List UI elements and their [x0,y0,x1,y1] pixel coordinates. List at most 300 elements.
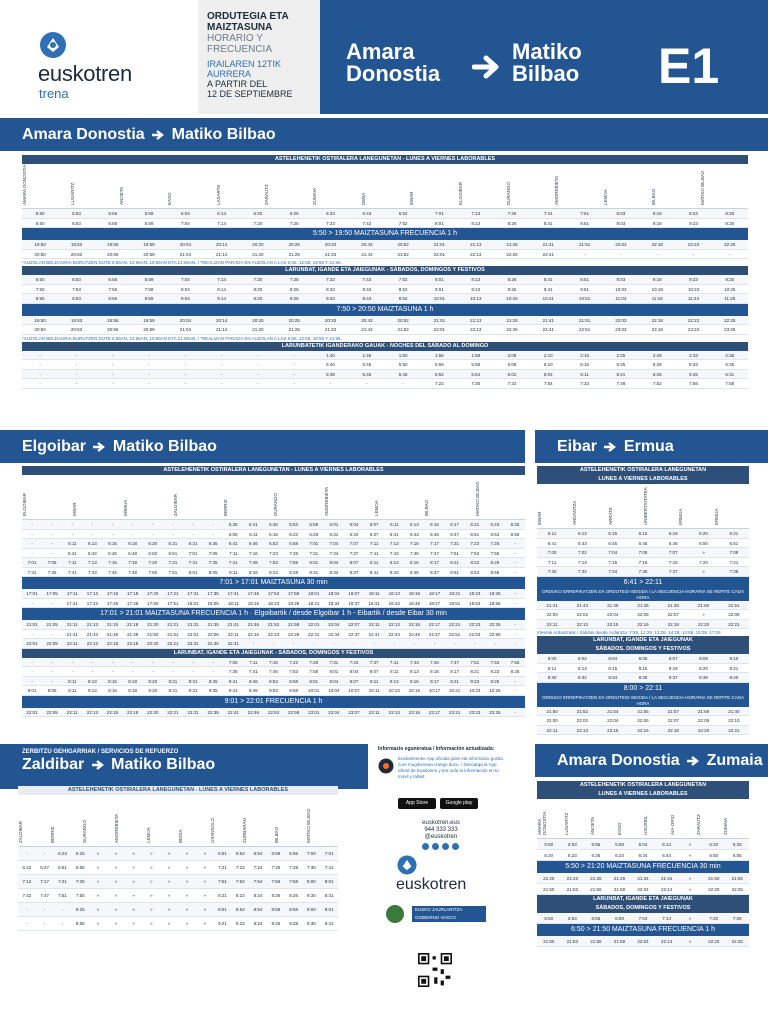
station-name: ZALDIBAR [18,820,23,843]
time-row [22,630,525,640]
rows-a [537,529,749,577]
time-cell: 7:47 [40,893,50,898]
time-cell: » [203,851,206,856]
time-cell: 7:35 [228,669,238,674]
time-cell: - [51,600,53,606]
time-cell: 21:53 [566,887,578,892]
time-cell: 20:52 [397,317,409,323]
website[interactable]: euskotren.eus [422,820,460,826]
station-name: USANSOLO [210,817,215,843]
time-cell: 8:30 [547,675,557,680]
time-cell: 7:01 [27,560,37,565]
google-play-button[interactable]: Google play [440,798,478,809]
time-cell: - [91,531,94,537]
time-cell: 5:50 [398,362,408,367]
time-cell: 20:59 [143,327,155,332]
time-cell: 6:51 [470,531,480,537]
time-cell: 8:53 [470,569,480,575]
time-cell: » [688,853,692,858]
time-cell: 21:50 [697,602,710,608]
time-cell: 8:20 [699,665,708,671]
time-cell: - [131,531,134,537]
time-cell: 21:56 [590,939,602,944]
time-cell: 6:51 [58,865,67,870]
time-row [22,686,525,696]
time-cell: 19:56 [107,242,119,247]
time-cell: 20:59 [143,251,155,257]
time-cell: » [702,569,705,574]
time-cell: - [31,522,33,527]
time-cell: 22:13 [470,327,482,332]
time-cell: 1:40 [326,352,335,358]
time-cell: 8:58 [289,907,298,912]
station-name: ZALDIBAR [172,493,178,516]
time-cell: - [514,550,516,556]
time-row [537,654,749,664]
time-cell: 7:32 [578,569,587,574]
time-cell: 23:21 [449,709,461,715]
time-cell: 6:43 [88,550,97,556]
time-cell: » [167,865,171,870]
time-cell: 18:37 [348,600,360,606]
time-cell: 7:20 [253,220,263,226]
time-cell: » [185,851,189,856]
time-cell: - [494,641,496,646]
time-cell: 18:51 [449,600,461,606]
time-cell: 21:45 [106,631,119,637]
time-cell: 7:28 [309,659,319,665]
time-cell: 8:17 [450,669,460,674]
time-cell: - [131,522,134,527]
time-cell: 6:46 [638,540,648,546]
time-cell: - [31,550,33,556]
time-cell: 6:48 [668,540,678,546]
bar-l1: LARUNBAT, IGANDE ETA JAIEGUNAK [593,896,693,902]
time-cell: 6:31 [329,531,339,537]
time-cell: - [257,371,259,377]
time-cell: » [114,851,118,856]
time-cell: 22:21 [728,621,740,627]
weekday-bar: ASTELEHENETIK OSTIRALERA LANEGUNETAN - LUNES A VIERNES LABORABLES [22,466,525,475]
time-cell: 6:20 [544,853,554,858]
time-cell: 6:59 [144,220,154,226]
time-cell: 8:26 [271,893,281,898]
time-cell: » [167,893,171,898]
time-cell: 21:45 [607,602,619,608]
time-cell: 7:53 [289,669,299,674]
time-cell: 7:31 [27,569,37,575]
time-cell: 22:43 [388,631,400,637]
time-row [22,316,748,326]
time-cell: 5:56 [591,842,601,847]
time-cell: 20:50 [34,251,46,257]
time-cell: » [167,907,171,912]
time-cell: 6:21 [729,531,739,536]
frequency-bar-weekend: 6:50 > 21:50 MAIZTASUNA FRECUENCIA 1 h [537,924,749,936]
time-cell: 8:23 [470,560,480,565]
time-cell: 20:52 [397,242,409,247]
facebook-icon[interactable] [422,843,429,850]
time-row [537,884,749,895]
station-name: DEBA [360,192,366,205]
time-cell: 22:01 [26,709,38,715]
time-cell: 18:01 [308,591,320,596]
time-cell: 7:55 [510,659,520,665]
time-cell: 21:13 [86,622,99,627]
time-cell: 7:01 [324,851,334,856]
time-cell: 6:15 [580,362,589,367]
time-cell: 9:23 [689,277,698,282]
time-cell: 8:56 [108,296,118,301]
time-cell: 8:01 [188,569,198,575]
time-cell: 22:01 [187,631,199,637]
time-cell: 5:35 [228,522,238,527]
time-cell: - [220,362,223,367]
time-cell: 18:41 [368,600,380,606]
time-cell: 7:21 [58,879,67,884]
time-cell: 8:46 [249,678,258,684]
time-cell: 23:25 [724,327,736,332]
time-cell: 22:31 [187,641,199,646]
station-name: ANOETA [118,186,124,205]
time-cell: - [152,531,154,537]
time-row [537,707,749,717]
time-cell: - [192,659,194,665]
time-cell: 22:21 [728,727,740,733]
station-name: DURANGO [82,819,87,843]
time-cell: - [184,371,187,377]
info-line-1: ORDUTEGIA ETA [207,11,289,22]
time-cell: - [111,381,114,386]
time-cell: 7:47 [450,659,460,665]
time-cell: 22:20 [708,887,720,892]
time-cell: 9:23 [235,921,245,926]
time-cell: 7:04 [180,220,190,226]
time-cell: 6:51 [218,851,227,856]
time-cell: 8:31 [188,678,198,684]
time-cell: 21:52 [397,327,409,332]
time-row [22,639,525,649]
time-row [22,589,525,599]
station-name: AMOREBIETA [114,813,119,843]
time-cell: - [514,569,516,575]
time-cell: 6:07 [369,522,379,527]
time-cell: 7:56 [689,381,698,386]
time-cell: 21:01 [26,622,38,627]
time-cell: 9:33 [326,296,335,301]
time-cell: 21:51 [728,602,740,608]
time-cell: 21:20 [147,622,159,627]
route-banner [320,0,768,114]
time-cell: 5:53 [567,842,577,847]
bar-l2: LUNES A VIERNES LABORABLES [598,791,688,797]
time-cell: 21:46 [637,602,649,608]
time-cell: 6:50 [148,550,158,556]
time-cell: 8:16 [430,669,439,674]
station-name: AMOREBIETA [323,486,329,516]
time-cell: 17:21 [167,591,179,596]
time-cell: - [111,352,114,358]
time-cell: 9:31 [324,921,334,926]
time-cell: 5:59 [615,842,624,847]
time-cell: 8:23 [490,669,500,674]
time-cell: 6:25 [510,522,520,527]
time-cell: 6:34 [349,531,359,537]
time-cell: 6:04 [349,522,359,527]
time-cell: - [43,851,46,856]
section-from: Amara Donostia [557,752,680,769]
route-origin-l2: Donostia [346,61,441,86]
time-cell: 6:37 [369,531,379,537]
station-name: ARDANTZA [572,500,578,525]
time-cell: 9:15 [108,688,117,693]
time-cell: 7:25 [490,541,500,546]
time-cell: - [172,669,174,674]
time-cell: 7:43 [389,550,399,556]
time-cell: 10:13 [388,688,400,693]
time-cell: » [203,907,206,912]
station-name: BILBAO [274,826,279,843]
time-cell: 21:21 [167,622,179,627]
time-cell: 8:47 [430,569,439,575]
time-cell: 8:01 [309,560,319,565]
time-cell: 21:23 [566,876,578,881]
station-name: ERMUA [713,508,719,525]
time-row [22,209,748,219]
rows-d [537,936,749,947]
time-cell: » [150,865,153,870]
time-cell: 8:13 [410,669,419,674]
time-cell: - [212,522,214,527]
time-cell: - [172,659,174,665]
time-cell: - [172,531,174,537]
time-cell: 9:04 [180,296,190,301]
time-row [537,839,749,850]
time-row [22,275,748,285]
app-store-button[interactable]: App Store [398,798,436,809]
time-cell: 8:43 [362,286,372,292]
time-cell: 10:18 [651,286,663,292]
section-to: Zumaia [706,752,763,769]
time-cell: 7:37 [369,659,379,665]
time-row [537,529,749,539]
time-cell: 7:51 [168,569,178,575]
time-cell: » [114,865,118,870]
twitter-icon[interactable] [432,843,439,850]
time-cell: 7:26 [507,211,517,216]
time-cell: 5:39 [326,371,335,377]
time-cell: 8:41 [543,220,553,226]
time-cell: - [51,550,53,556]
time-cell: » [185,879,189,884]
station-name: BERRIZ [223,499,229,516]
time-cell: 6:16 [638,531,648,536]
time-cell: 17:01 [26,591,38,596]
valid-line-1: IRAILAREN 12TIK [207,59,282,69]
time-cell: - [220,381,223,386]
time-cell: 22:53 [267,709,280,715]
night-bar: LARUNBATETIK IGANDERAKO GAUAK - NOCHES DEL SÁBADO AL DOMINGO [22,342,748,351]
time-cell: 7:42 [22,893,32,898]
time-cell: 22:11 [66,641,78,646]
arrow-icon [603,441,617,453]
station-name: EIBAR [409,191,415,205]
time-cell: 22:41 [542,327,554,332]
time-cell: 6:28 [309,531,319,537]
time-cell: 21:25 [288,327,300,332]
time-cell: 18:25 [489,591,501,596]
time-cell: 7:23 [289,659,299,665]
time-cell: 22:01 [433,251,446,257]
time-cell: 7:58 [289,560,299,565]
time-cell: 22:04 [607,718,619,723]
time-cell: - [184,362,187,367]
time-cell: 20:53 [70,251,83,257]
time-cell: 8:01 [435,277,444,282]
time-cell: - [111,669,114,674]
time-cell: 19:50 [34,242,46,247]
time-row [537,850,749,861]
time-cell: 9:01 [435,286,444,292]
time-cell: 22:53 [469,631,481,637]
time-cell: 20:56 [107,251,119,257]
route-origin [346,41,440,85]
station-name: BILBAO [651,188,657,205]
time-cell: - [656,251,658,257]
time-cell: 9:31 [188,688,198,693]
time-cell: - [61,907,64,912]
time-cell: » [185,921,189,926]
time-cell: 7:01 [188,550,198,556]
time-cell: - [51,678,53,684]
time-cell: - [31,541,33,546]
time-cell: 9:58 [289,688,299,693]
time-cell: 20:43 [361,242,373,247]
youtube-icon[interactable] [452,843,459,850]
time-cell: 9:30 [307,921,316,926]
time-cell: 2:15 [580,352,589,358]
station-header [18,795,338,847]
time-cell: - [51,541,53,546]
time-cell: 22:47 [428,631,441,637]
time-cell: » [150,879,153,884]
time-cell: 6:20 [709,842,719,847]
time-cell: 7:30 [307,865,316,870]
time-row [22,558,525,568]
time-cell: » [114,879,118,884]
station-name: ANOETA [590,816,595,835]
time-cell: 6:02 [507,371,517,377]
time-cell: 8:39 [699,675,708,680]
time-cell: 8:03 [616,211,626,216]
time-cell: 21:56 [590,887,602,892]
station-name: UNIBERTSITATEA [642,487,648,525]
time-cell: 7:43 [88,569,97,575]
time-cell: 6:23 [58,851,67,856]
time-cell: » [203,921,206,926]
time-cell: 5:56 [108,211,118,216]
time-cell: 7:21 [450,541,460,546]
time-cell: » [150,907,153,912]
time-cell: 8:37 [349,569,359,575]
time-cell: 10:26 [506,296,518,301]
time-cell: 7:41 [249,669,258,674]
euskotren-logo [38,30,188,100]
frequency-bar: 5:50 > 19:50 MAIZTASUNA FRECUENCIA 1 h [22,228,748,240]
time-cell: 22:13 [388,622,400,627]
time-cell: 8:55 [490,569,500,575]
time-cell: 21:43 [361,251,373,257]
time-cell: 7:37 [349,550,359,556]
time-cell: 22:05 [637,718,649,723]
time-cell: 6:21 [616,371,626,377]
time-cell: 21:01 [433,242,446,247]
time-cell: 8:20 [148,678,158,684]
bar-l2: SÁBADOS, DOMINGOS Y FESTIVOS [595,646,691,652]
time-cell: 22:11 [368,622,380,627]
time-cell: 22:18 [651,317,663,323]
time-row [22,667,525,677]
time-cell: 18:23 [267,600,280,606]
time-cell: 9:13 [471,286,481,292]
time-cell: 7:18 [668,559,678,565]
time-cell: 21:33 [324,327,337,332]
time-cell: » [688,842,692,847]
rows-c [22,620,525,649]
time-cell: - [514,688,516,693]
twitter-handle: @euskotren [424,834,458,840]
time-cell: » [185,907,189,912]
time-cell: 22:00 [546,612,558,617]
time-cell: 9:01 [27,688,37,693]
time-cell: 6:23 [567,853,577,858]
time-cell: 23:01 [308,709,320,715]
time-cell: 9:21 [218,921,227,926]
time-cell: - [393,641,396,646]
time-row [22,379,748,389]
time-cell: 17:18 [127,591,139,596]
time-cell: 8:35 [208,678,218,684]
time-cell: 11:03 [615,296,627,301]
time-cell: 8:25 [510,669,520,674]
time-row [537,601,749,611]
time-cell: 6:31 [725,371,735,377]
time-cell: 10:25 [724,286,736,292]
time-cell: 8:04 [349,669,359,674]
time-cell: 9:21 [168,688,178,693]
time-cell: 10:03 [615,286,627,292]
section-from: Amara Donostia [22,126,145,143]
time-cell: 8:18 [652,211,662,216]
time-cell: » [185,865,189,870]
arrow-icon [151,129,165,141]
frequency-bar: 5:50 > 21:20 MAIZTASUNA FRECUENCIA 30 min [537,861,749,873]
time-cell: 8:18 [128,678,138,684]
qr-code-icon[interactable] [418,953,452,987]
time-cell: 21:14 [216,327,228,332]
time-cell: 6:35 [725,362,735,367]
time-cell: 22:34 [328,631,340,637]
time-cell: 8:46 [410,569,419,575]
instagram-icon[interactable] [442,843,449,850]
time-cell: - [75,371,78,377]
time-cell: 22:04 [637,939,649,944]
time-cell: 6:01 [329,522,339,527]
time-cell: 7:24 [253,865,263,870]
time-cell: 21:59 [697,708,710,714]
time-cell: 7:14 [217,220,227,226]
time-cell: 6:13 [410,522,419,527]
